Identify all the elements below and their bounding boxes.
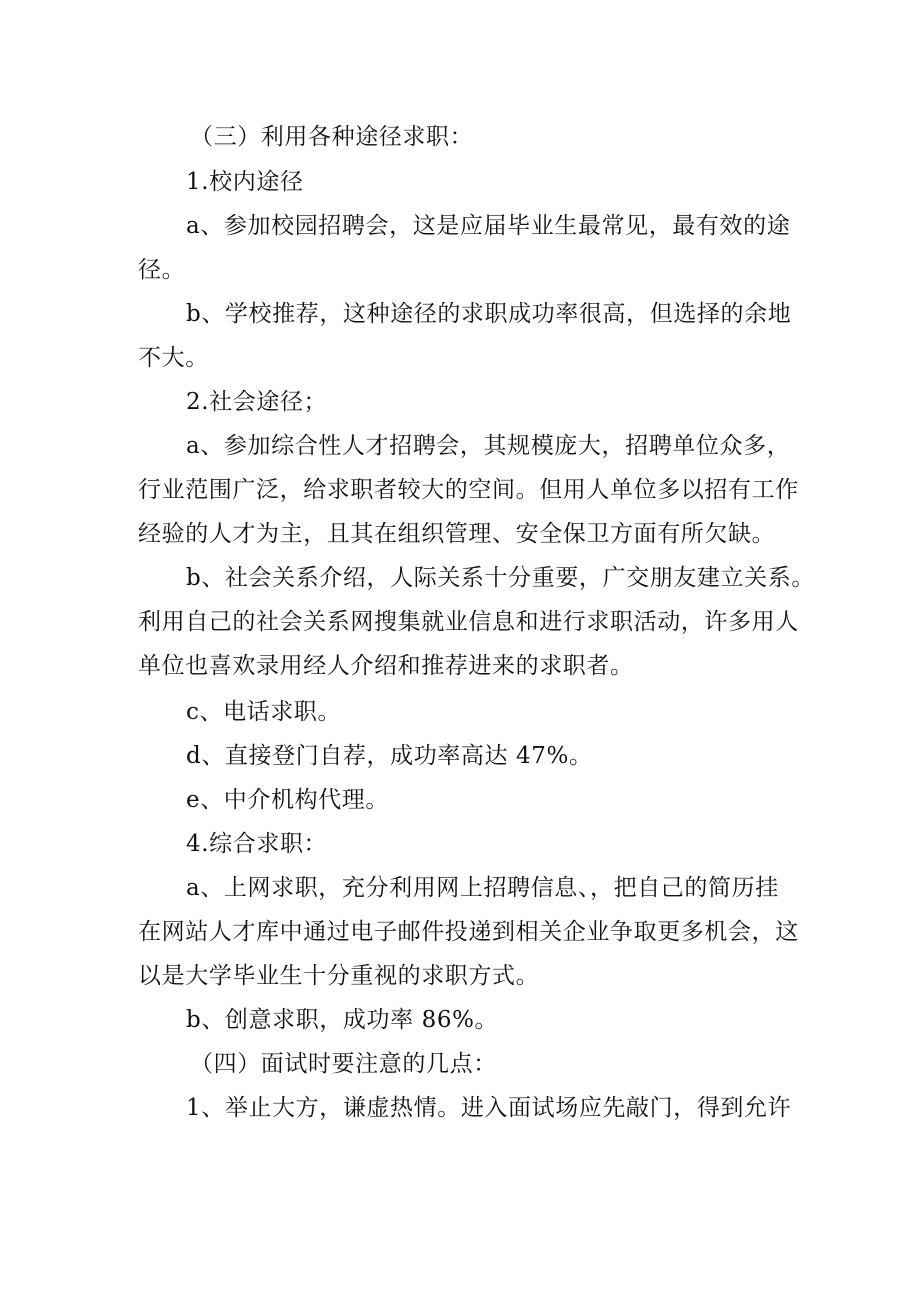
paragraph-line: 径。 (138, 257, 186, 283)
paragraph-line: b、学校推荐，这种途径的求职成功率很高，但选择的余地 (186, 301, 792, 327)
paragraph-line: 单位也喜欢录用经人介绍和推荐进来的求职者。 (138, 653, 634, 679)
section-heading-3: （三）利用各种途径求职： (190, 124, 474, 150)
paragraph-line: d、直接登门自荐，成功率高达 47%。 (186, 743, 593, 769)
subheading-social: 2.社会途径； (186, 389, 328, 415)
paragraph-line: b、创意求职，成功率 86%。 (186, 1007, 499, 1033)
paragraph-line: b、社会关系介绍，人际关系十分重要，广交朋友建立关系。 (186, 565, 815, 591)
paragraph-line: 1、举止大方，谦虚热情。进入面试场应先敲门，得到允许 (186, 1095, 792, 1121)
paragraph-line: 行业范围广泛，给求职者较大的空间。但用人单位多以招有工作 (138, 477, 799, 503)
subheading-combined: 4.综合求职： (186, 831, 328, 857)
paragraph-line: c、电话求职。 (186, 699, 342, 725)
paragraph-line: a、参加校园招聘会，这是应届毕业生最常见，最有效的途 (186, 213, 791, 239)
paragraph-line: 以是大学毕业生十分重视的求职方式。 (138, 963, 540, 989)
paragraph-line: 不大。 (138, 345, 209, 371)
paragraph-line: 利用自己的社会关系网搜集就业信息和进行求职活动，许多用人 (138, 609, 799, 635)
subheading-campus: 1.校内途径 (186, 169, 304, 195)
paragraph-line: 在网站人才库中通过电子邮件投递到相关企业争取更多机会，这 (138, 919, 799, 945)
paragraph-line: 经验的人才为主，且其在组织管理、安全保卫方面有所欠缺。 (138, 521, 776, 547)
paragraph-line: a、参加综合性人才招聘会，其规模庞大，招聘单位众多， (186, 433, 791, 459)
section-heading-4: （四）面试时要注意的几点： (190, 1051, 497, 1077)
paragraph-line: a、上网求职，充分利用网上招聘信息、，把自己的简历挂 (186, 875, 779, 901)
paragraph-line: e、中介机构代理。 (186, 787, 390, 813)
